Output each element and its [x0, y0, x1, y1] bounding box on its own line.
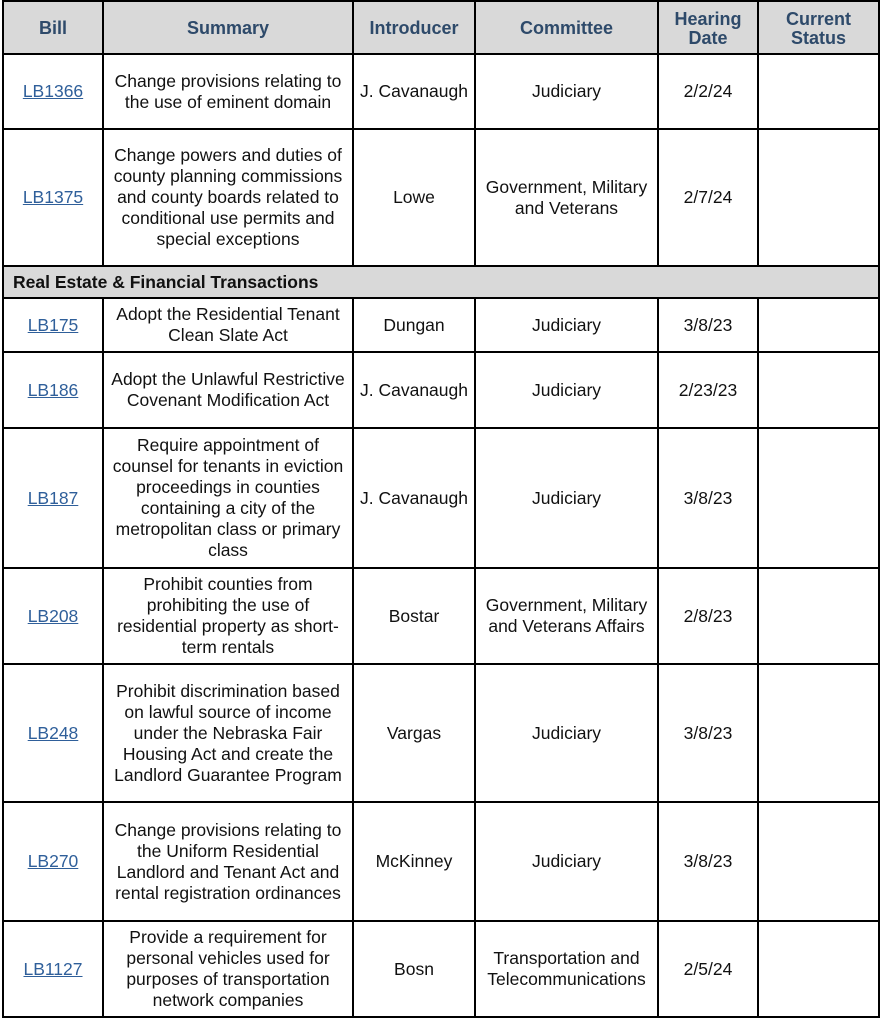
- hearing-date-cell: 2/2/24: [658, 54, 758, 129]
- bills-table: [2, 0, 880, 1018]
- committee-cell: Judiciary: [475, 428, 658, 568]
- summary-cell: Prohibit counties from prohibiting the use of residential property as short-term rentals: [103, 568, 353, 664]
- header-row: [3, 1, 879, 54]
- summary-cell: Adopt the Residential Tenant Clean Slate Act: [103, 298, 353, 352]
- summary-cell: Change provisions relating to the Uniform Residential Landlord and Tenant Act and rental registration ordinances: [103, 802, 353, 921]
- introducer-cell: Lowe: [353, 129, 475, 266]
- introducer-cell: J. Cavanaugh: [353, 352, 475, 428]
- header-introducer: Introducer: [353, 1, 475, 54]
- bill-link[interactable]: LB1127: [23, 958, 83, 979]
- introducer-cell: Bosn: [353, 921, 475, 1017]
- table-row: [3, 568, 879, 664]
- bill-link[interactable]: LB186: [27, 379, 79, 400]
- bill-link[interactable]: LB187: [27, 487, 79, 508]
- section-header-row: [3, 266, 879, 298]
- table-row: [3, 921, 879, 1017]
- hearing-date-cell: 3/8/23: [658, 298, 758, 352]
- committee-cell: Judiciary: [475, 802, 658, 921]
- table-row: [3, 298, 879, 352]
- bill-cell: [3, 921, 103, 1017]
- table-row: [3, 802, 879, 921]
- bill-cell: [3, 568, 103, 664]
- introducer-cell: Bostar: [353, 568, 475, 664]
- bill-link[interactable]: LB175: [27, 314, 79, 335]
- status-cell: [758, 664, 879, 802]
- status-cell: [758, 352, 879, 428]
- status-cell: [758, 298, 879, 352]
- hearing-date-cell: 3/8/23: [658, 428, 758, 568]
- introducer-cell: Vargas: [353, 664, 475, 802]
- status-cell: [758, 568, 879, 664]
- summary-cell: Prohibit discrimination based on lawful source of income under the Nebraska Fair Housing Act and create the Landlord Guarantee Program: [103, 664, 353, 802]
- introducer-cell: McKinney: [353, 802, 475, 921]
- bill-cell: [3, 802, 103, 921]
- introducer-cell: J. Cavanaugh: [353, 54, 475, 129]
- bill-cell: [3, 54, 103, 129]
- bill-cell: [3, 428, 103, 568]
- header-committee: Committee: [475, 1, 658, 54]
- committee-cell: Judiciary: [475, 664, 658, 802]
- bill-link[interactable]: LB208: [27, 605, 79, 626]
- summary-cell: Provide a requirement for personal vehicles used for purposes of transportation network companies: [103, 921, 353, 1017]
- table-row: [3, 664, 879, 802]
- status-cell: [758, 129, 879, 266]
- table-row: [3, 54, 879, 129]
- header-summary: Summary: [103, 1, 353, 54]
- status-cell: [758, 921, 879, 1017]
- bill-cell: [3, 298, 103, 352]
- hearing-date-cell: 2/8/23: [658, 568, 758, 664]
- hearing-date-cell: 2/5/24: [658, 921, 758, 1017]
- bill-link[interactable]: LB1366: [22, 81, 84, 101]
- bill-cell: [3, 352, 103, 428]
- committee-cell: Judiciary: [475, 352, 658, 428]
- status-cell: [758, 802, 879, 921]
- table-row: [3, 428, 879, 568]
- summary-cell: Change provisions relating to the use of eminent domain: [103, 54, 353, 129]
- summary-cell: Adopt the Unlawful Restrictive Covenant Modification Act: [103, 352, 353, 428]
- header-hearing-date: Hearing Date: [658, 1, 758, 54]
- status-cell: [758, 54, 879, 129]
- bill-link[interactable]: LB1375: [22, 187, 84, 207]
- committee-cell: Government, Military and Veterans: [475, 129, 658, 266]
- bill-link[interactable]: LB248: [27, 722, 79, 743]
- bill-link[interactable]: LB270: [27, 851, 79, 871]
- committee-cell: Judiciary: [475, 298, 658, 352]
- header-bill: Bill: [3, 1, 103, 54]
- bill-cell: [3, 664, 103, 802]
- committee-cell: Government, Military and Veterans Affairs: [475, 568, 658, 664]
- hearing-date-cell: 3/8/23: [658, 664, 758, 802]
- status-cell: [758, 428, 879, 568]
- committee-cell: Judiciary: [475, 54, 658, 129]
- section-title: Real Estate & Financial Transactions: [3, 266, 879, 298]
- bill-cell: [3, 129, 103, 266]
- committee-cell: Transportation and Telecommunications: [475, 921, 658, 1017]
- table-row: [3, 352, 879, 428]
- introducer-cell: J. Cavanaugh: [353, 428, 475, 568]
- hearing-date-cell: 2/23/23: [658, 352, 758, 428]
- summary-cell: Require appointment of counsel for tenants in eviction proceedings in counties containing a city of the metropolitan class or primary class: [103, 428, 353, 568]
- hearing-date-cell: 2/7/24: [658, 129, 758, 266]
- hearing-date-cell: 3/8/23: [658, 802, 758, 921]
- header-current-status: Current Status: [758, 1, 879, 54]
- introducer-cell: Dungan: [353, 298, 475, 352]
- summary-cell: Change powers and duties of county planning commissions and county boards related to conditional use permits and special exceptions: [103, 129, 353, 266]
- table-row: [3, 129, 879, 266]
